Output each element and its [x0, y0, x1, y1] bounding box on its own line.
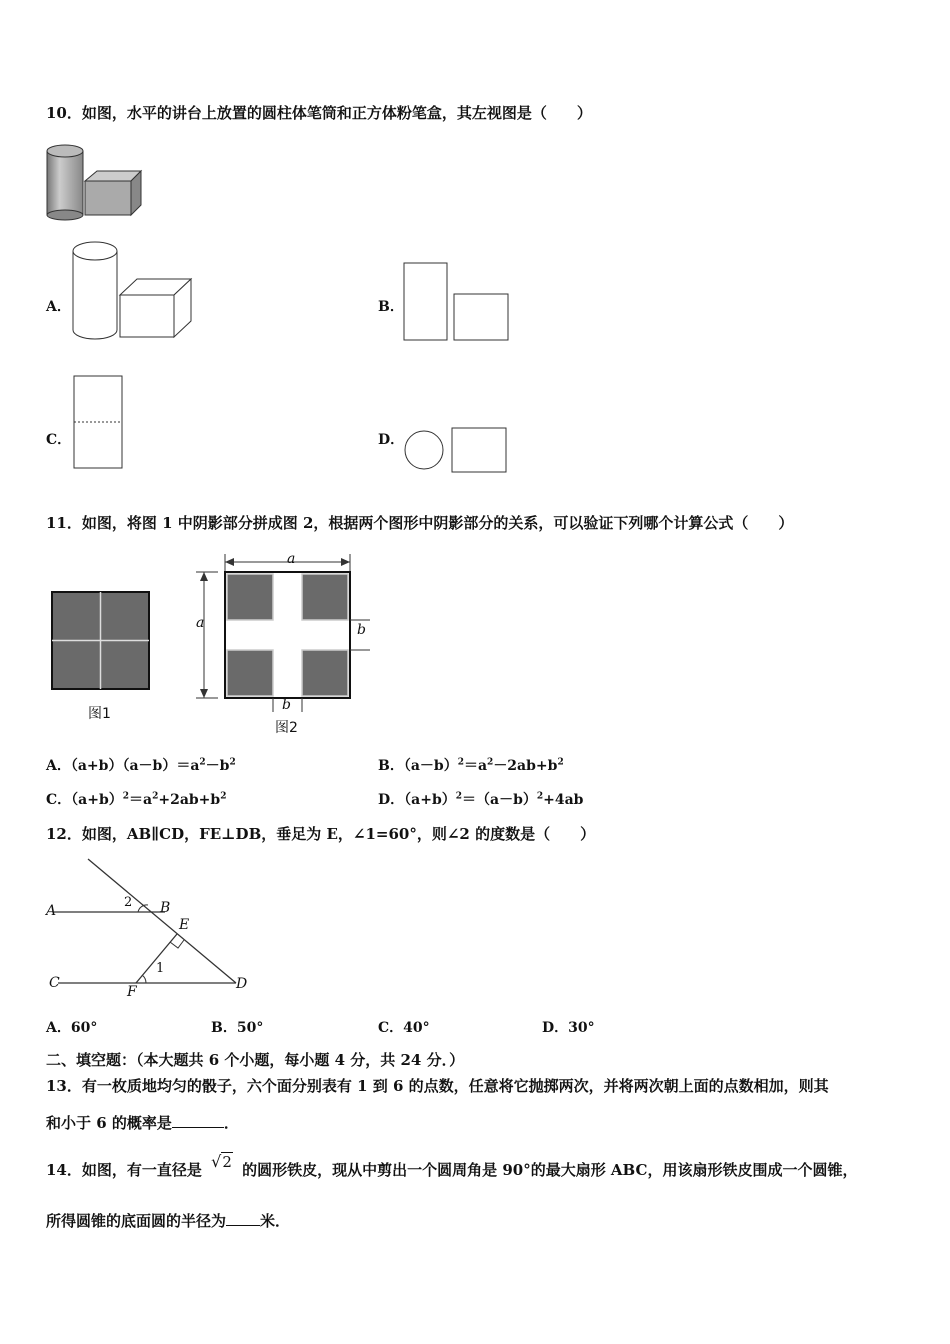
q12-option-a[interactable]: A．60°	[46, 1020, 98, 1036]
q13-answer-blank[interactable]	[172, 1127, 224, 1128]
q10-stem: 10．如图，水平的讲台上放置的圆柱体笔筒和正方体粉笔盒，其左视图是（ ）	[46, 104, 592, 122]
shaded-square-br	[302, 650, 348, 696]
q14-line2: 所得圆锥的底面圆的半径为 米．	[46, 1212, 291, 1230]
angle-1-arc	[142, 975, 146, 983]
q10-option-b-figure	[402, 262, 512, 342]
q13-line2: 和小于 6 的概率是 ．	[46, 1114, 239, 1132]
right-angle-mark	[170, 940, 184, 948]
q13-line1: 13．有一枚质地均匀的骰子，六个面分别表有 1 到 6 的点数，任意将它抛掷两次，并将两次朝上面的点数相加，则其	[46, 1077, 829, 1095]
cylinder-shape	[47, 145, 83, 220]
square	[454, 294, 508, 340]
angle-label-2: 2	[124, 895, 133, 910]
q11-option-b[interactable]: B．$(a-b)^2=a^2-2ab+b^2$	[378, 757, 564, 774]
q10-option-c-label[interactable]: C．	[46, 432, 72, 448]
cube-outline	[120, 279, 191, 337]
q10-option-a-label[interactable]: A．	[46, 299, 71, 315]
q12-stem: 12．如图，AB∥CD，FE⊥DB，垂足为 E，∠1=60°，则∠2 的度数是（ ）	[46, 825, 596, 843]
shaded-square-tl	[227, 574, 273, 620]
shaded-square-tr	[302, 574, 348, 620]
q10-option-a-figure	[72, 240, 197, 344]
q12-figure	[40, 855, 260, 1005]
q12-option-c[interactable]: C．40°	[378, 1020, 430, 1036]
point-label-a: A	[46, 903, 57, 919]
q11-figure-2	[190, 550, 380, 720]
q14-line1: 14．如图，有一直径是 √2 的圆形铁皮，现从中剪出一个圆周角是 90°的最大扇形 ABC，用该扇形铁皮围成一个圆锥，	[46, 1152, 858, 1179]
fig2-label-a-top: a	[287, 551, 296, 567]
point-label-e: E	[179, 917, 190, 933]
q10-option-d-label[interactable]: D．	[378, 432, 405, 448]
circle	[405, 431, 443, 469]
tall-rectangle	[404, 263, 447, 340]
point-label-f: F	[127, 984, 137, 1000]
q12-option-d[interactable]: D．30°	[542, 1020, 595, 1036]
q11-option-c[interactable]: C．$(a+b)^2=a^2+2ab+b^2$	[46, 791, 227, 808]
point-label-d: D	[236, 976, 248, 992]
cube-shape	[85, 171, 141, 215]
angle-label-1: 1	[156, 961, 165, 976]
fig2-label-a-left: a	[196, 615, 205, 631]
section-heading: 二、填空题：（本大题共 6 个小题，每小题 4 分，共 24 分．）	[46, 1051, 465, 1069]
q10-option-d-figure	[402, 426, 512, 476]
q10-figure	[44, 143, 144, 223]
shaded-square-bl	[227, 650, 273, 696]
q12-option-b[interactable]: B．50°	[211, 1020, 264, 1036]
square	[452, 428, 506, 472]
fig1-caption: 图1	[88, 706, 111, 722]
cylinder-outline	[73, 242, 117, 339]
fig2-label-b-right: b	[357, 622, 366, 638]
q14-answer-blank[interactable]	[226, 1225, 260, 1226]
q11-option-d[interactable]: D．$(a+b)^2=(a-b)^2+4ab$	[378, 791, 584, 808]
point-label-b: B	[160, 900, 171, 916]
q10-option-b-label[interactable]: B．	[378, 299, 404, 315]
fig2-caption: 图2	[275, 720, 298, 736]
q11-option-a[interactable]: A．$(a+b)(a-b)=a^2-b^2$	[46, 757, 236, 774]
q11-stem: 11．如图，将图 1 中阴影部分拼成图 2，根据两个图形中阴影部分的关系，可以验证下列哪个计算公式（ ）	[46, 514, 794, 532]
point-label-c: C	[49, 975, 60, 991]
q10-option-c-figure	[72, 374, 127, 472]
fig2-label-b-bottom: b	[282, 697, 291, 713]
sqrt-expression: √2	[211, 1152, 232, 1171]
